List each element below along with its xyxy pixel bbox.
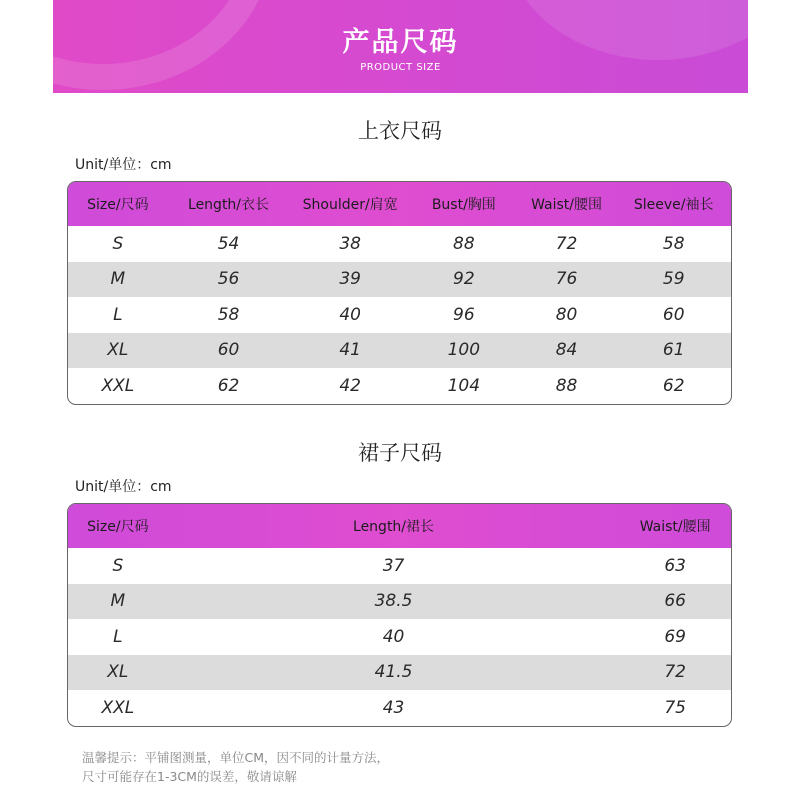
- table-row: [68, 690, 731, 726]
- table-cell: 96: [453, 304, 475, 325]
- banner-title: 产品尺码: [342, 27, 459, 58]
- header-cell: Length/衣长: [188, 197, 270, 213]
- table-cell: 38.5: [374, 591, 413, 612]
- table-row: [68, 655, 731, 691]
- top-size-title: 上衣尺码: [358, 119, 442, 143]
- table-row: [68, 584, 731, 620]
- note-line: 温馨提示：平铺图测量，单位CM，因不同的计量方法，: [82, 750, 390, 765]
- table-row: [68, 619, 731, 655]
- table-cell: 43: [382, 697, 405, 718]
- table-cell: 37: [382, 555, 405, 576]
- table-cell: 62: [217, 375, 240, 396]
- table-cell: 76: [555, 269, 578, 290]
- bottom-size-table: [67, 503, 732, 727]
- top-unit-label: Unit/单位：cm: [75, 157, 172, 173]
- bottom-size-title: 裙子尺码: [358, 441, 442, 465]
- table-cell: 88: [555, 375, 578, 396]
- table-cell: 40: [339, 304, 361, 325]
- size-cell: L: [113, 304, 123, 325]
- header-cell: Length/裙长: [353, 519, 435, 535]
- header-cell: Sleeve/袖长: [633, 197, 714, 213]
- table-row: [68, 226, 731, 262]
- size-cell: S: [112, 233, 124, 254]
- table-cell: 41.5: [374, 662, 413, 683]
- size-cell: XXL: [101, 697, 135, 718]
- table-cell: 88: [453, 233, 475, 254]
- table-cell: 38: [339, 233, 361, 254]
- bottom-unit-label: Unit/单位：cm: [75, 479, 172, 495]
- table-cell: 80: [555, 304, 578, 325]
- table-row: [68, 333, 731, 369]
- measurement-note: [82, 748, 482, 786]
- table-cell: 69: [664, 626, 686, 647]
- table-row: [68, 548, 731, 584]
- table-header-row: [68, 182, 731, 226]
- header-cell: Waist/腰围: [531, 197, 602, 213]
- size-cell: XXL: [101, 375, 135, 396]
- size-cell: M: [110, 269, 126, 290]
- table-row: [68, 297, 731, 333]
- header-cell: Size/尺码: [87, 197, 149, 213]
- size-cell: L: [113, 626, 123, 647]
- table-cell: 60: [662, 304, 685, 325]
- banner-subtitle: PRODUCT SIZE: [360, 62, 441, 73]
- table-cell: 66: [664, 591, 686, 612]
- size-cell: XL: [107, 340, 129, 361]
- size-cell: S: [112, 555, 124, 576]
- table-header-row: [68, 504, 731, 548]
- header-banner: [53, 0, 748, 93]
- table-cell: 42: [339, 375, 361, 396]
- header-cell: Waist/腰围: [639, 519, 711, 535]
- table-cell: 59: [662, 269, 685, 290]
- table-cell: 58: [217, 304, 240, 325]
- header-cell: Size/尺码: [87, 519, 149, 535]
- top-size-table: [67, 181, 732, 405]
- size-cell: XL: [107, 662, 129, 683]
- table-cell: 92: [453, 269, 475, 290]
- table-cell: 104: [447, 375, 481, 396]
- size-cell: M: [110, 591, 126, 612]
- table-cell: 75: [664, 697, 686, 718]
- table-cell: 60: [217, 340, 240, 361]
- table-cell: 56: [217, 269, 240, 290]
- table-cell: 100: [447, 340, 481, 361]
- header-cell: Shoulder/肩宽: [302, 197, 398, 213]
- table-cell: 63: [664, 555, 686, 576]
- table-cell: 72: [664, 662, 686, 683]
- table-cell: 39: [339, 269, 361, 290]
- table-cell: 72: [555, 233, 578, 254]
- table-row: [68, 368, 731, 404]
- header-cell: Bust/胸围: [431, 197, 496, 213]
- note-line: 尺寸可能存在1-3CM的误差，敬请谅解: [82, 769, 297, 784]
- table-row: [68, 262, 731, 298]
- table-cell: 84: [555, 340, 578, 361]
- table-cell: 58: [662, 233, 685, 254]
- table-cell: 41: [339, 340, 361, 361]
- table-cell: 61: [662, 340, 685, 361]
- table-cell: 40: [382, 626, 405, 647]
- table-cell: 54: [217, 233, 240, 254]
- table-cell: 62: [662, 375, 685, 396]
